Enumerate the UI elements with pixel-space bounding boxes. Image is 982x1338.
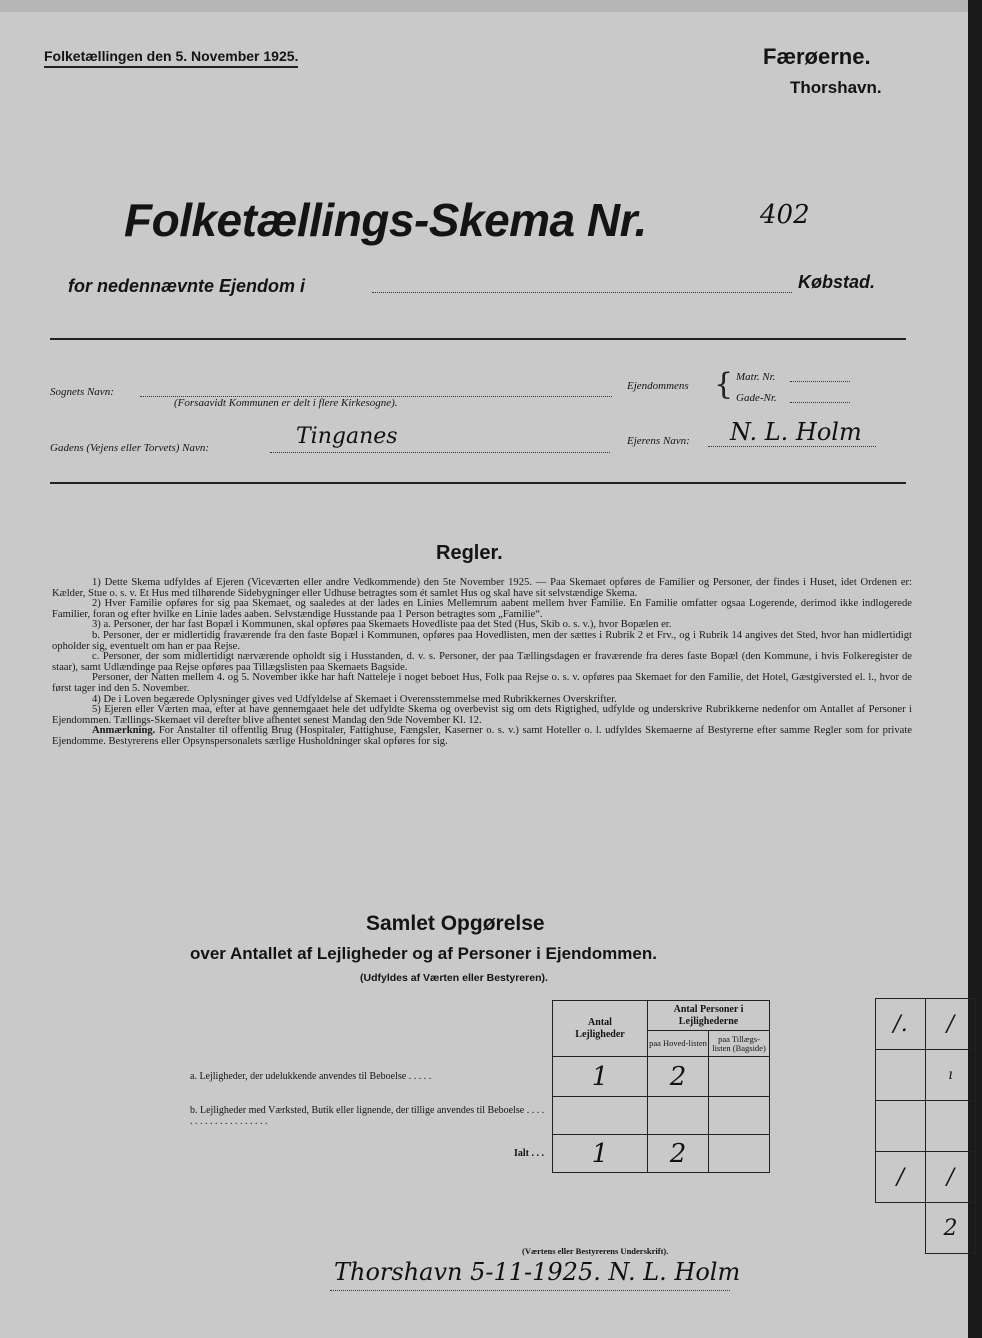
tally-r2c2: ı bbox=[926, 1050, 976, 1101]
tally-r5c2: 2 bbox=[926, 1203, 976, 1254]
rule-3b: b. Personer, der er midlertidig fraværende fra den faste Bopæl i Kommunen, opføres paa Hovedlisten, men der sættes i Rubrik 2 et Frv., og i Rubrik 14 angives det Sted, hvor han midlertidigt opholder sig, eventuelt om han er paa Rejse. bbox=[52, 629, 912, 652]
summary-instruction: (Udfyldes af Værten eller Bestyreren). bbox=[360, 972, 548, 984]
town-label: Thorshavn. bbox=[790, 78, 882, 97]
form-title-text: Folketællings-Skema Nr. bbox=[124, 194, 647, 246]
rule-3c: c. Personer, der som midlertidigt nærværende opholdt sig i Husstanden, d. v. s. Personer, der paa Tællingsdagen er fraværende fra deres faste Bopæl (den Kommune, i hvis Folkeregister de staar), samt Udlændinge paa Rejse opføres paa Tillægslisten paa Skemaets Bagside. bbox=[52, 651, 912, 673]
rule-note-label: Anmærkning. bbox=[92, 725, 156, 737]
col-apartments bbox=[553, 1001, 648, 1057]
matr-label: Matr. Nr. bbox=[736, 371, 776, 383]
property-suffix: Købstad. bbox=[798, 272, 876, 292]
row-a-label-text: a. Lejligheder, der udelukkende anvendes til Beboelse bbox=[190, 1071, 407, 1082]
tally-r1c1: /. bbox=[876, 999, 926, 1050]
rule-3d: Personer, der Natten mellem 4. og 5. November ikke har haft Natteleje i noget beboet Hus, Folk paa Rejse o. s. v. opføres paa Skemaet for den Familie, det Hotel, Gæstgiversted el. l., hvor de først tager ind den 5. November. bbox=[52, 672, 912, 694]
col-apartments-text: Antal Lejligheder bbox=[575, 1016, 625, 1040]
rule-2: 2) Hver Familie opføres for sig paa Skemaet, og saaledes at der lades en Linies Mellemrum aabent mellem hver Familie. En Familie omfatter ogsaa Logerende, derimod ikke indlogerede Familier, foran og efter hvilke en Linie lades aaben. Selvstændige Husstande paa 1 Person betragtes som „Familie“. bbox=[52, 598, 912, 620]
col-persons-text: Antal Personer i Lejlighederne bbox=[673, 1003, 744, 1027]
total-apartments: 1 bbox=[553, 1135, 648, 1173]
scan-top-edge bbox=[0, 0, 968, 12]
col-main-text: paa Hoved-listen bbox=[649, 1038, 707, 1048]
tally-r4c2: / bbox=[926, 1152, 976, 1203]
row-a-main: 2 bbox=[648, 1057, 709, 1097]
col-main bbox=[648, 1031, 709, 1057]
parish-label: Sognets Navn: bbox=[50, 386, 114, 398]
rule-note-text: For Anstalter til offentlig Brug (Hospitaler, Fattighuse, Fængsler, Kaserner o. s. v.) samt Hoteller o. l. udfyldes Skemaerne af Bestyrerne efter samme Regler som for private Ejendomme. Bestyrerens eller Opsynspersonalets særlige Husholdninger skal opføres for sig. bbox=[52, 725, 912, 747]
rule-note bbox=[52, 726, 912, 747]
rule-4: 4) De i Loven begærede Oplysninger gives ved Udfyldelse af Skemaet i Overensstemmelse med Rubrikkernes Overskrifter. bbox=[92, 693, 617, 705]
total-supp bbox=[709, 1135, 770, 1173]
total-label-text: Ialt bbox=[514, 1148, 529, 1159]
row-a-apartments: 1 bbox=[553, 1057, 648, 1097]
row-b-main bbox=[648, 1097, 709, 1135]
matr-dots bbox=[790, 381, 850, 382]
divider-top bbox=[50, 338, 906, 340]
signature-caption: (Værtens eller Bestyrerens Underskrift). bbox=[522, 1246, 669, 1256]
total-label: Ialt . . . bbox=[190, 1135, 553, 1173]
signature-value: Thorshavn 5-11-1925. N. L. Holm bbox=[334, 1258, 741, 1286]
parish-note: (Forsaavidt Kommunen er delt i flere Kirkesogne). bbox=[174, 397, 398, 409]
tally-r1c2: / bbox=[926, 999, 976, 1050]
tally-r3c1 bbox=[876, 1101, 926, 1152]
col-supp bbox=[709, 1031, 770, 1057]
street-value: Tinganes bbox=[296, 424, 398, 449]
property-label: for nedennævnte Ejendom i bbox=[68, 276, 306, 296]
row-b-apartments bbox=[553, 1097, 648, 1135]
row-a-supp bbox=[709, 1057, 770, 1097]
tally-r2c1 bbox=[876, 1050, 926, 1101]
form-title bbox=[124, 193, 647, 247]
row-b-label: b. Lejligheder med Værksted, Butik eller lignende, der tillige anvendes til Beboelse . . . . . . . . . . . . . . . . . . . . bbox=[190, 1097, 553, 1135]
census-title-text: Folketællingen den 5. November 1925. bbox=[44, 48, 299, 64]
row-b-supp bbox=[709, 1097, 770, 1135]
divider-bottom bbox=[50, 482, 906, 484]
rules-text bbox=[52, 578, 912, 748]
summary-title: Samlet Opgørelse bbox=[366, 912, 545, 935]
gade-dots bbox=[790, 402, 850, 403]
col-supp-text: paa Tillægs-listen (Bagside) bbox=[712, 1033, 766, 1053]
property-dots bbox=[372, 292, 792, 293]
summary-blank-head bbox=[190, 1001, 553, 1057]
street-dots bbox=[270, 452, 610, 453]
total-main: 2 bbox=[648, 1135, 709, 1173]
summary-table bbox=[190, 1000, 770, 1173]
rule-1: 1) Dette Skema udfyldes af Ejeren (Viceværten eller andre Vedkommende) den 5te November 1925. — Paa Skemaet opføres de Familier og Personer, der findes i Huset, idet Ordenen er: Kælder, Stue o. s. v. Et Hus med tilhørende Sidebygninger eller Udhuse betragtes som ét samlet Hus og skal have sit selvstændige Skema. bbox=[52, 577, 912, 599]
property-id-label: Ejendommens bbox=[627, 380, 689, 392]
tally-r4c1: / bbox=[876, 1152, 926, 1203]
summary-subtitle: over Antallet af Lejligheder og af Personer i Ejendommen. bbox=[190, 944, 657, 963]
owner-value: N. L. Holm bbox=[730, 418, 862, 446]
census-title bbox=[44, 48, 298, 68]
region-label: Færøerne. bbox=[763, 44, 871, 69]
owner-label: Ejerens Navn: bbox=[627, 435, 690, 447]
row-b-label-text: b. Lejligheder med Værksted, Butik eller lignende, der tillige anvendes til Beboelse bbox=[190, 1104, 525, 1116]
street-label: Gadens (Vejens eller Torvets) Navn: bbox=[50, 442, 210, 454]
row-a-label: a. Lejligheder, der udelukkende anvendes til Beboelse . . . . . bbox=[190, 1057, 553, 1097]
rule-5: 5) Ejeren eller Værten maa, efter at have gennemgaaet hele det udfyldte Skema og overbevist sig om dets Rigtighed, udfylde og underskrive Rubrikkerne nedenfor om Antallet af Personer i Ejendommen. Tællings-Skemaet vil derefter blive afhentet senest Mandag den 9de November Kl. 12. bbox=[52, 704, 912, 726]
owner-dots bbox=[708, 446, 876, 447]
gade-label: Gade-Nr. bbox=[736, 392, 777, 404]
side-tally-grid bbox=[875, 998, 976, 1254]
brace-icon: { bbox=[714, 367, 734, 402]
signature-dots bbox=[330, 1290, 730, 1291]
rule-3a: 3) a. Personer, der har fast Bopæl i Kommunen, skal opføres paa Skemaets Hovedliste paa det Sted (Hus, Skib o. s. v.), hvor Bopælen er. bbox=[92, 619, 672, 631]
tally-r5c1 bbox=[876, 1203, 926, 1254]
form-number: 402 bbox=[760, 200, 810, 230]
tally-r3c2 bbox=[926, 1101, 976, 1152]
col-persons bbox=[648, 1001, 770, 1031]
rules-heading: Regler. bbox=[436, 542, 503, 564]
